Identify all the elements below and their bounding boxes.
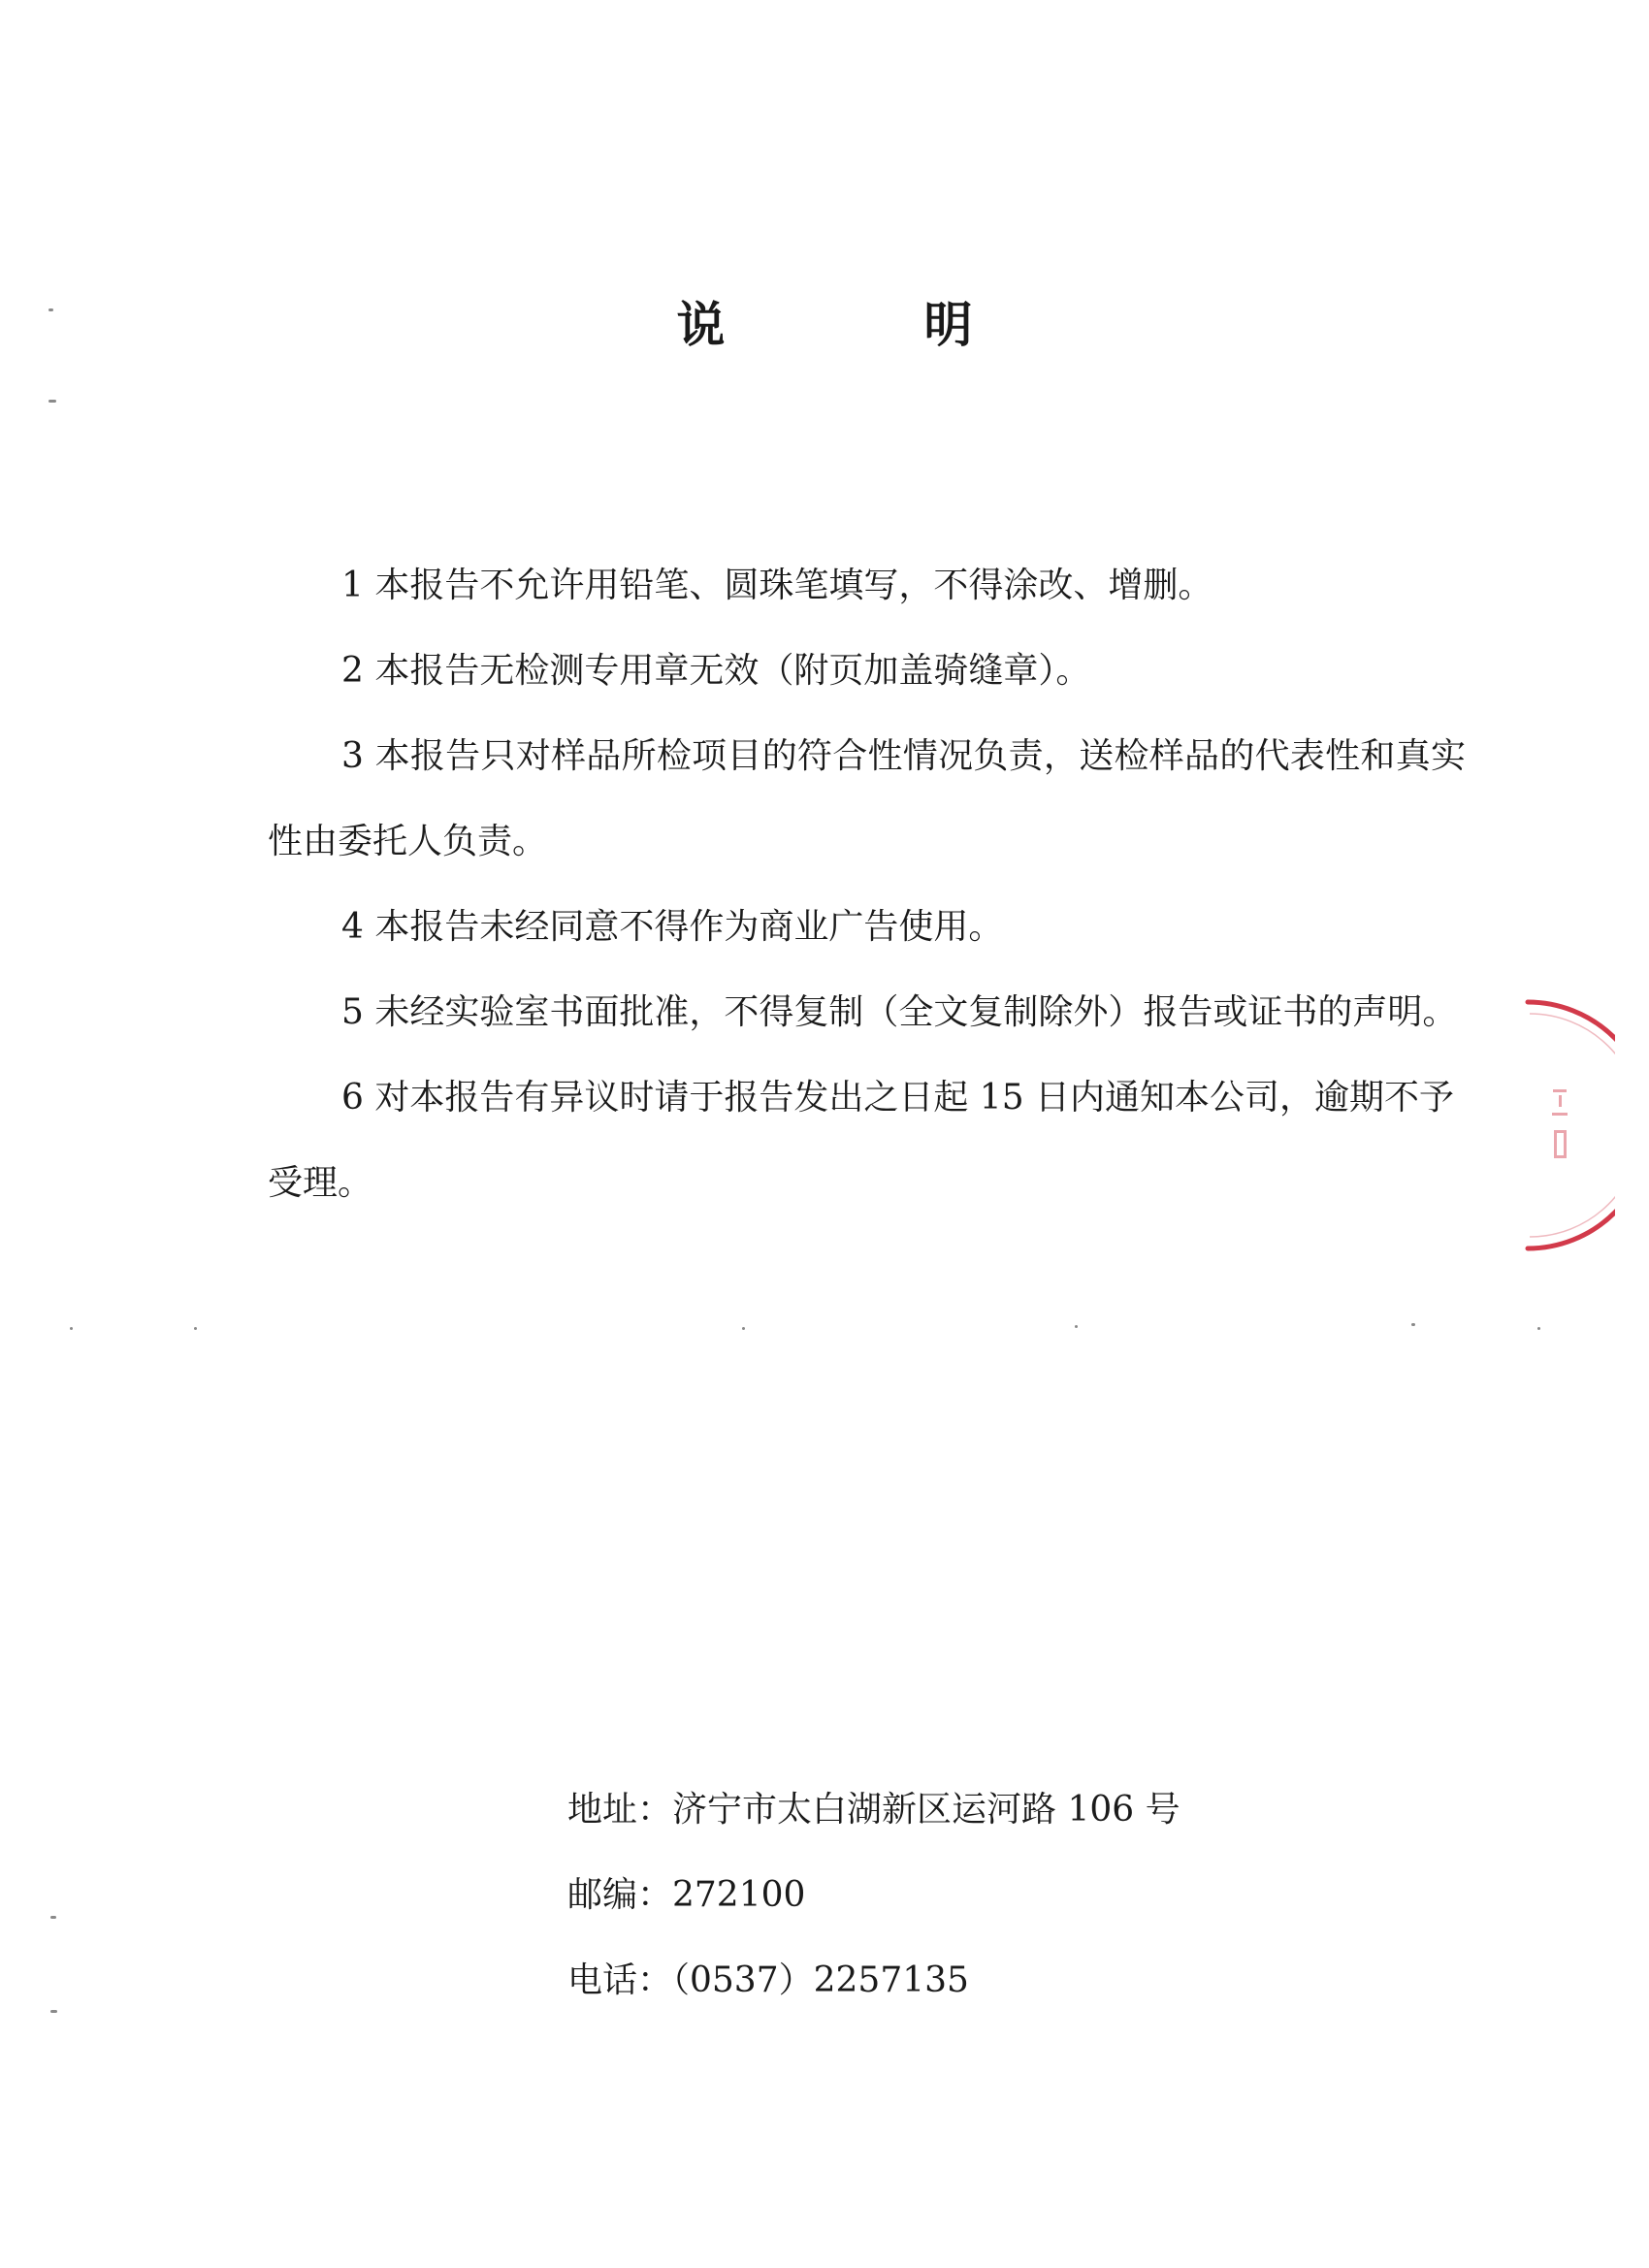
- note-item-5: 5 未经实验室书面批准，不得复制（全文复制除外）报告或证书的声明。: [341, 992, 1458, 1032]
- contact-postcode: 邮编：272100: [567, 1875, 806, 1915]
- scan-speck: [1411, 1323, 1415, 1326]
- note-item-6: 6 对本报告有异议时请于报告发出之日起 15 日内通知本公司，逾期不予受理。: [268, 1078, 1455, 1203]
- seal-stamp-icon: [1470, 994, 1615, 1256]
- scan-speck: [48, 308, 53, 311]
- note-item-4: 4 本报告未经同意不得作为商业广告使用。: [341, 907, 1004, 947]
- contact-address: 地址：济宁市太白湖新区运河路 106 号: [567, 1790, 1180, 1830]
- scan-speck: [194, 1327, 197, 1330]
- scan-speck: [50, 1916, 56, 1919]
- contact-block: [567, 1767, 1180, 2024]
- scan-speck: [70, 1327, 73, 1330]
- seal-stamp-partial: [1470, 994, 1615, 1256]
- page-title: [0, 286, 1649, 356]
- scan-speck: [742, 1327, 745, 1330]
- scan-speck: [50, 2010, 57, 2013]
- title-char-right: 明: [923, 296, 973, 353]
- scan-speck: [1537, 1327, 1540, 1330]
- scan-speck: [48, 400, 56, 403]
- scan-speck: [1075, 1325, 1078, 1328]
- note-item-3: 3 本报告只对样品所检项目的符合性情况负责，送检样品的代表性和真实性由委托人负责。: [268, 736, 1466, 861]
- notes-list: [268, 543, 1466, 1226]
- note-item-1: 1 本报告不允许用铅笔、圆珠笔填写，不得涂改、增删。: [341, 566, 1213, 605]
- note-item-2: 2 本报告无检测专用章无效（附页加盖骑缝章）。: [341, 651, 1091, 691]
- contact-phone: 电话：（0537）2257135: [567, 1960, 969, 2000]
- title-char-left: 说: [676, 296, 726, 353]
